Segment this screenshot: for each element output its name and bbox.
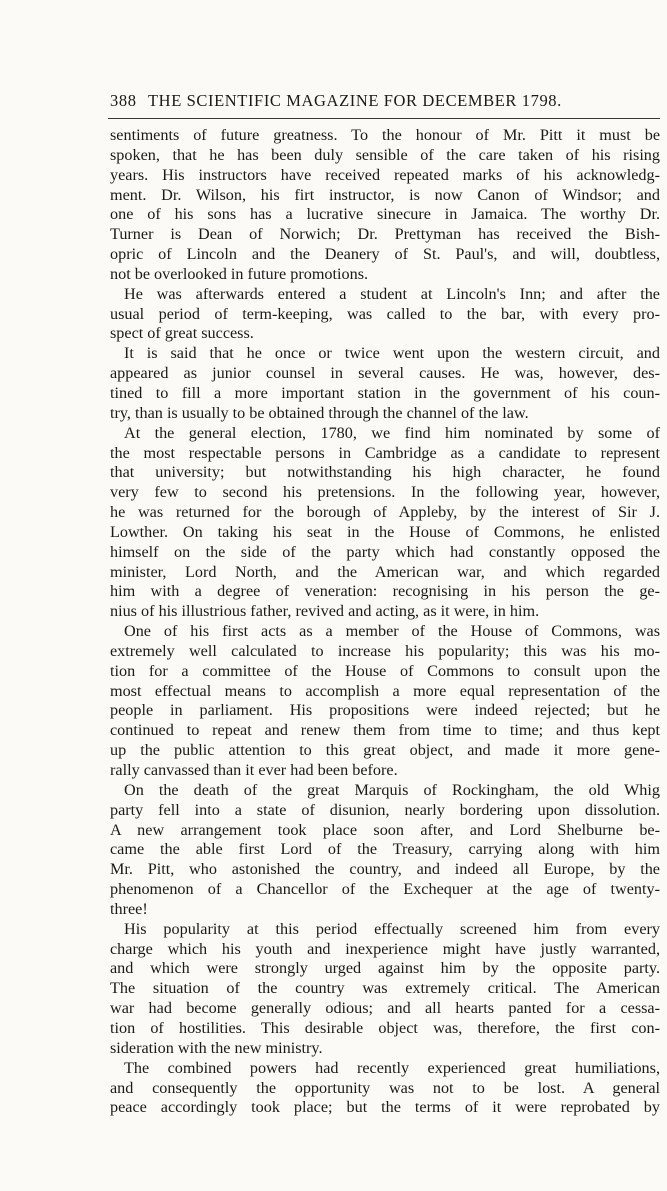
- text-line: Turner is Dean of Norwich; Dr. Prettyman has received the Bish-: [110, 225, 660, 244]
- text-line: continued to repeat and renew them from time to time; and thus kept: [110, 721, 660, 740]
- text-line: charge which his youth and inexperience might have justly warranted,: [110, 939, 660, 958]
- text-line: Lowther. On taking his seat in the House of Commons, he enlisted: [110, 522, 660, 541]
- page-number: 388: [110, 91, 137, 110]
- text-line: himself on the side of the party which had constantly opposed the: [110, 542, 660, 561]
- text-line: the most respectable persons in Cambridge as a candidate to represent: [110, 443, 660, 462]
- text-line: very few to second his pretensions. In the following year, however,: [110, 483, 660, 502]
- text-line: On the death of the great Marquis of Rockingham, the old Whig: [124, 780, 660, 799]
- text-line: tined to fill a more important station in the government of his coun-: [110, 383, 660, 402]
- text-line: His popularity at this period effectually screened him from every: [124, 919, 660, 938]
- text-line: party fell into a state of disunion, nearly bordering upon dissolution.: [110, 800, 660, 819]
- text-line: try, than is usually to be obtained through the channel of the law.: [110, 403, 529, 422]
- text-line: him with a degree of veneration: recognising in his person the ge-: [110, 582, 660, 601]
- text-line: opric of Lincoln and the Deanery of St. Paul's, and will, doubtless,: [110, 245, 660, 264]
- text-line: sideration with the new ministry.: [110, 1038, 323, 1057]
- text-line: ment. Dr. Wilson, his firt instructor, is now Canon of Windsor; and: [110, 185, 660, 204]
- text-line: years. His instructors have received repeated marks of his acknowledg-: [110, 165, 660, 184]
- text-line: three!: [110, 899, 148, 918]
- text-line: came the able first Lord of the Treasury, carrying along with him: [110, 840, 660, 859]
- text-line: Mr. Pitt, who astonished the country, and indeed all Europe, by the: [110, 860, 660, 879]
- text-line: extremely well calculated to increase his popularity; this was his mo-: [110, 641, 660, 660]
- text-line: spect of great success.: [110, 324, 254, 343]
- header-rule: [108, 118, 660, 119]
- text-line: that university; but notwithstanding his high character, he found: [110, 463, 660, 482]
- text-line: and consequently the opportunity was not to be lost. A general: [110, 1078, 660, 1097]
- text-line: war had become generally odious; and all hearts panted for a cessa-: [110, 999, 660, 1018]
- text-line: tion for a committee of the House of Commons to consult upon the: [110, 661, 660, 680]
- article-body: [110, 126, 660, 1118]
- running-head: [110, 91, 660, 117]
- text-line: The combined powers had recently experienced great humiliations,: [124, 1058, 660, 1077]
- text-line: not be overlooked in future promotions.: [110, 264, 369, 283]
- text-line: spoken, that he has been duly sensible of the care taken of his rising: [110, 145, 660, 164]
- text-line: The situation of the country was extremely critical. The American: [110, 979, 660, 998]
- text-line: up the public attention to this great object, and made it more gene-: [110, 741, 660, 760]
- text-line: tion of hostilities. This desirable object was, therefore, the first con-: [110, 1018, 660, 1037]
- text-line: usual period of term-keeping, was called to the bar, with every pro-: [110, 304, 660, 323]
- text-line: people in parliament. His propositions were indeed rejected; but he: [110, 701, 660, 720]
- text-line: sentiments of future greatness. To the honour of Mr. Pitt it must be: [110, 126, 660, 144]
- text-line: most effectual means to accomplish a more equal representation of the: [110, 681, 660, 700]
- text-line: peace accordingly took place; but the terms of it were reprobated by: [110, 1098, 660, 1117]
- text-line: At the general election, 1780, we find him nominated by some of: [124, 423, 660, 442]
- text-line: phenomenon of a Chancellor of the Exchequer at the age of twenty-: [110, 880, 660, 899]
- text-line: He was afterwards entered a student at Lincoln's Inn; and after the: [124, 284, 660, 303]
- text-line: and which were strongly urged against him by the opposite party.: [110, 959, 660, 978]
- text-line: minister, Lord North, and the American war, and which regarded: [110, 562, 660, 581]
- running-title: THE SCIENTIFIC MAGAZINE FOR DECEMBER 1798.: [148, 91, 562, 110]
- text-line: he was returned for the borough of Appleby, by the interest of Sir J.: [110, 503, 660, 522]
- text-line: one of his sons has a lucrative sinecure in Jamaica. The worthy Dr.: [110, 205, 660, 224]
- text-line: nius of his illustrious father, revived and acting, as it were, in him.: [110, 602, 540, 621]
- text-line: A new arrangement took place soon after, and Lord Shelburne be-: [110, 820, 660, 839]
- text-line: It is said that he once or twice went upon the western circuit, and: [124, 344, 660, 363]
- text-line: appeared as junior counsel in several causes. He was, however, des-: [110, 364, 660, 383]
- text-line: One of his first acts as a member of the House of Commons, was: [124, 622, 660, 641]
- text-line: rally canvassed than it ever had been before.: [110, 761, 398, 779]
